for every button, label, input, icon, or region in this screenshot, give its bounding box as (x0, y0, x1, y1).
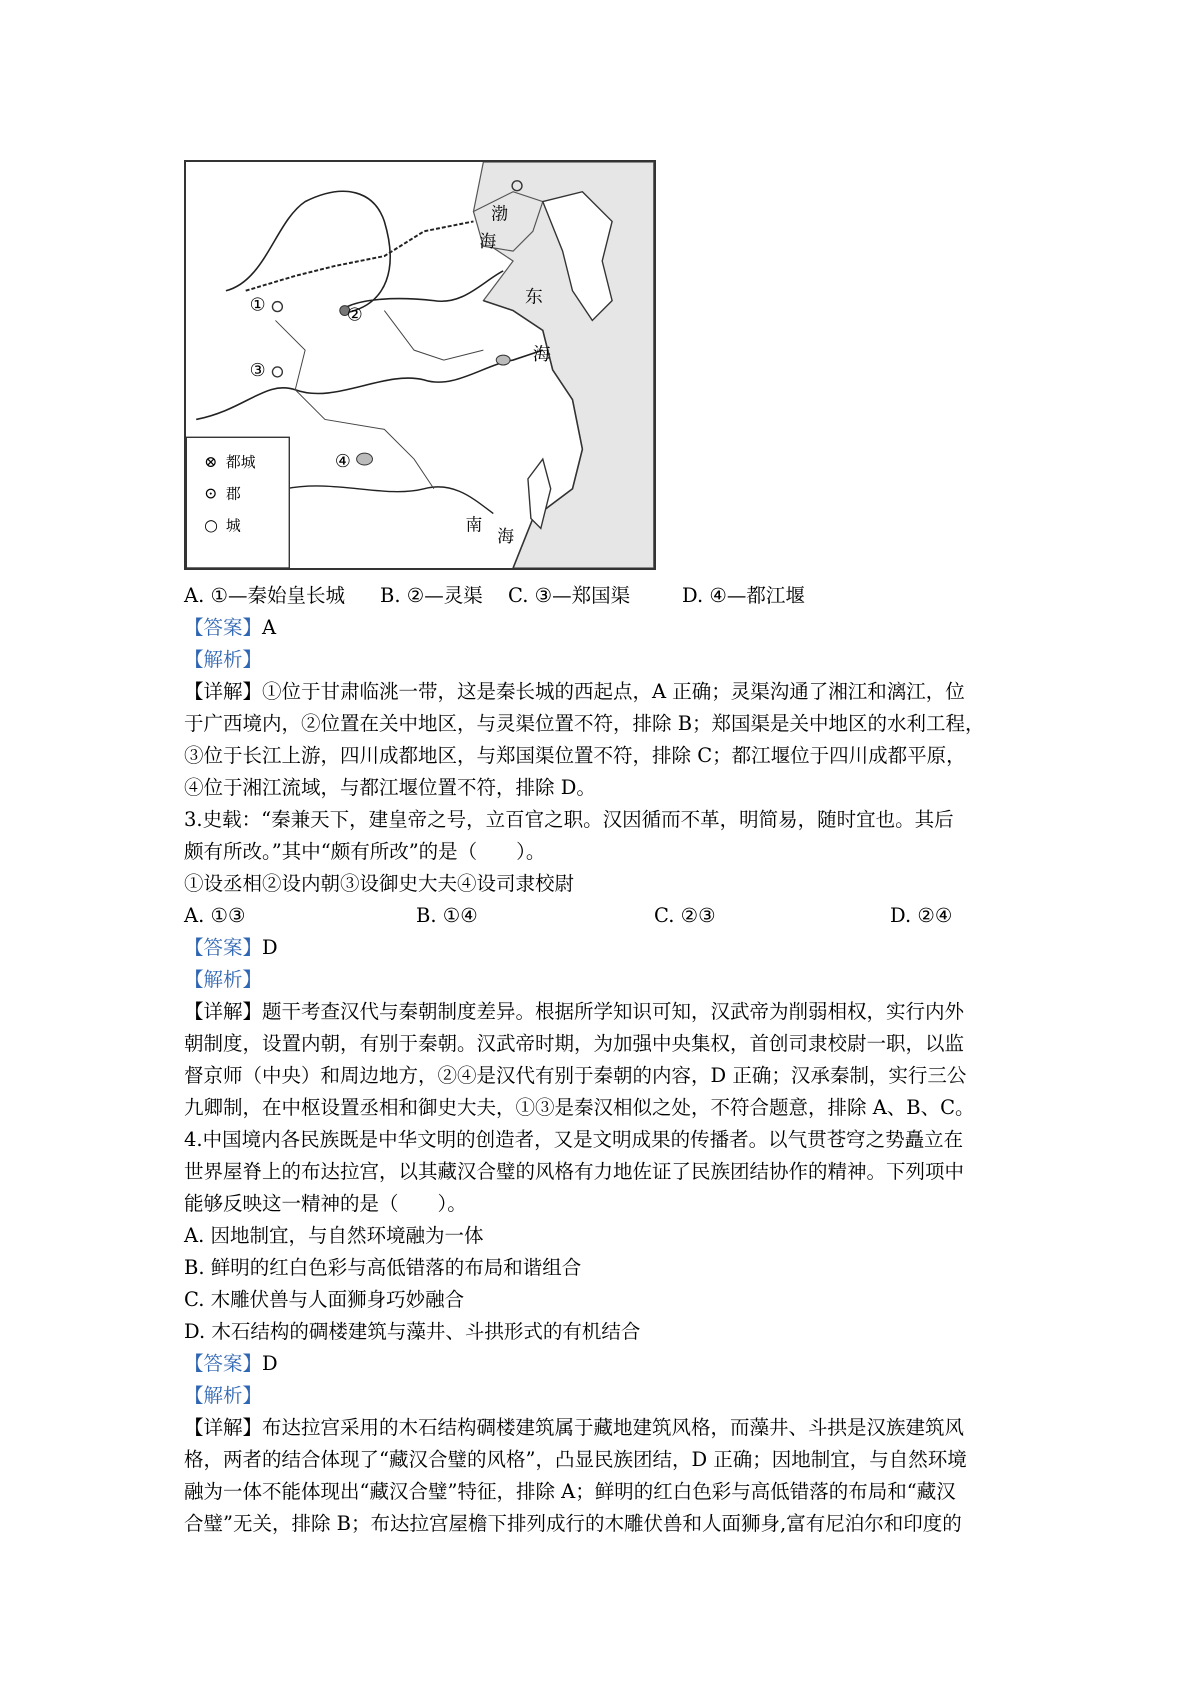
q2-detail-1 (184, 676, 1024, 708)
border-2 (384, 311, 483, 361)
detail-text: 布达拉宫采用的木石结构碉楼建筑属于藏地建筑风格，而藻井、斗拱是汉族建筑风 (262, 1416, 965, 1439)
border-1 (275, 320, 433, 488)
label-m4: ④ (334, 450, 351, 472)
answer-value: D (262, 1352, 278, 1375)
legend-label-2: 郡 (225, 484, 241, 503)
q2-option-d: D. ④—都江堰 (682, 584, 805, 607)
yangtze-river (196, 350, 543, 419)
q4-detail-4: 合璧”无关，排除 B；布达拉宫屋檐下排列成行的木雕伏兽和人面狮身,富有尼泊尔和印度的 (184, 1512, 962, 1535)
q3-option-d: D. ②④ (890, 904, 953, 927)
q4-option-c: C. 木雕伏兽与人面狮身巧妙融合 (184, 1288, 465, 1311)
label-donghai-1: 东 (524, 286, 543, 308)
q2-options (184, 580, 1024, 612)
q2-detail-2: 于广西境内，②位置在关中地区，与灵渠位置不符，排除 B；郑国渠是关中地区的水利工程， (184, 712, 985, 735)
legend-symbol-1: ⊗ (204, 451, 218, 471)
q4-detail-3: 融为一体不能体现出“藏汉合璧”特征，排除 A；鲜明的红白色彩与高低错落的布局和“藏汉 (184, 1480, 956, 1503)
q3-detail-2: 朝制度，设置内朝，有别于秦朝。汉武帝时期，为加强中央集权，首创司隶校尉一职，以监 (184, 1032, 965, 1055)
q4-detail-1 (184, 1412, 1024, 1444)
label-m2: ② (346, 304, 363, 326)
detail-tag: 【详解】 (184, 680, 263, 703)
q2-answer (184, 612, 1024, 644)
q3-answer (184, 932, 1024, 964)
lake-2 (357, 453, 373, 465)
q3-option-c: C. ②③ (654, 904, 716, 927)
answer-tag: 【答案】 (184, 616, 263, 639)
q2-analysis-tag: 【解析】 (184, 648, 263, 671)
q3-options (184, 900, 1024, 932)
answer-tag: 【答案】 (184, 1352, 263, 1375)
q3-detail-1 (184, 996, 1024, 1028)
map-figure (184, 160, 656, 570)
q3-analysis-tag: 【解析】 (184, 968, 263, 991)
label-donghai-2: 海 (532, 344, 551, 366)
lake-1 (496, 355, 510, 365)
q4-detail-2: 格，两者的结合体现了“藏汉合璧的风格”，凸显民族团结，D 正确；因地制宜，与自然环境 (184, 1448, 967, 1471)
q4-option-b: B. 鲜明的红白色彩与高低错落的布局和谐组合 (184, 1256, 582, 1279)
yellow-river (226, 191, 503, 312)
q3-detail-3: 督京师（中央）和周边地方，②④是汉代有别于秦朝的内容，D 正确；汉承秦制，实行三公 (184, 1064, 967, 1087)
detail-text: ①位于甘肃临洮一带，这是秦长城的西起点，A 正确；灵渠沟通了湘江和漓江，位 (262, 680, 965, 703)
legend-symbol-3: ○ (204, 515, 218, 535)
detail-tag: 【详解】 (184, 1000, 263, 1023)
document-body (184, 580, 1024, 1540)
q3-option-b: B. ①④ (416, 904, 478, 927)
marker-circle-3 (272, 367, 282, 377)
legend-label-1: 都城 (225, 452, 256, 471)
answer-value: A (262, 616, 277, 639)
answer-value: D (262, 936, 278, 959)
q4-option-a: A. 因地制宜，与自然环境融为一体 (184, 1224, 484, 1247)
q2-option-c: C. ③—郑国渠 (508, 584, 631, 607)
q4-option-d: D. 木石结构的碉楼建筑与藻井、斗拱形式的有机结合 (184, 1320, 641, 1343)
detail-tag: 【详解】 (184, 1416, 263, 1439)
label-bohai-2: 海 (479, 231, 497, 252)
label-m3: ③ (249, 359, 266, 381)
pearl-river (285, 486, 493, 514)
q3-detail-4: 九卿制，在中枢设置丞相和御史大夫，①③是秦汉相似之处，不符合题意，排除 A、B、C。 (184, 1096, 975, 1119)
legend-symbol-2: ⊙ (204, 483, 218, 503)
q3-stem-3: ①设丞相②设内朝③设御史大夫④设司隶校尉 (184, 872, 575, 895)
label-nanhai-1: 南 (465, 514, 483, 535)
label-m1: ① (249, 294, 266, 316)
detail-text: 题干考查汉代与秦朝制度差异。根据所学知识可知，汉武帝为削弱相权，实行内外 (262, 1000, 965, 1023)
legend-label-3: 城 (225, 516, 241, 535)
answer-tag: 【答案】 (184, 936, 263, 959)
marker-circle-1 (272, 302, 282, 312)
map-svg (186, 162, 654, 568)
q4-answer (184, 1348, 1024, 1380)
q4-analysis-tag: 【解析】 (184, 1384, 263, 1407)
q4-stem-1: 4.中国境内各民族既是中华文明的创造者，又是文明成果的传播者。以气贯苍穹之势矗立在 (184, 1128, 964, 1151)
label-bohai-1: 渤 (491, 203, 509, 224)
q3-option-a: A. ①③ (184, 904, 246, 927)
q2-detail-3: ③位于长江上游，四川成都地区，与郑国渠位置不符，排除 C；都江堰位于四川成都平原， (184, 744, 966, 767)
q3-stem-1: 3.史载：“秦兼天下，建皇帝之号，立百官之职。汉因循而不革，明简易，随时宜也。其后 (184, 808, 954, 831)
label-nanhai-2: 海 (497, 526, 515, 547)
q2-option-a: A. ①—秦始皇长城 (184, 584, 345, 607)
q4-stem-3: 能够反映这一精神的是（ ）。 (184, 1192, 467, 1215)
q4-stem-2: 世界屋脊上的布达拉宫，以其藏汉合璧的风格有力地佐证了民族团结协作的精神。下列项中 (184, 1160, 965, 1183)
q3-stem-2: 颇有所改。”其中“颇有所改”的是（ ）。 (184, 840, 546, 863)
q2-option-b: B. ②—灵渠 (380, 584, 483, 607)
q2-detail-4: ④位于湘江流域，与都江堰位置不符，排除 D。 (184, 776, 596, 799)
